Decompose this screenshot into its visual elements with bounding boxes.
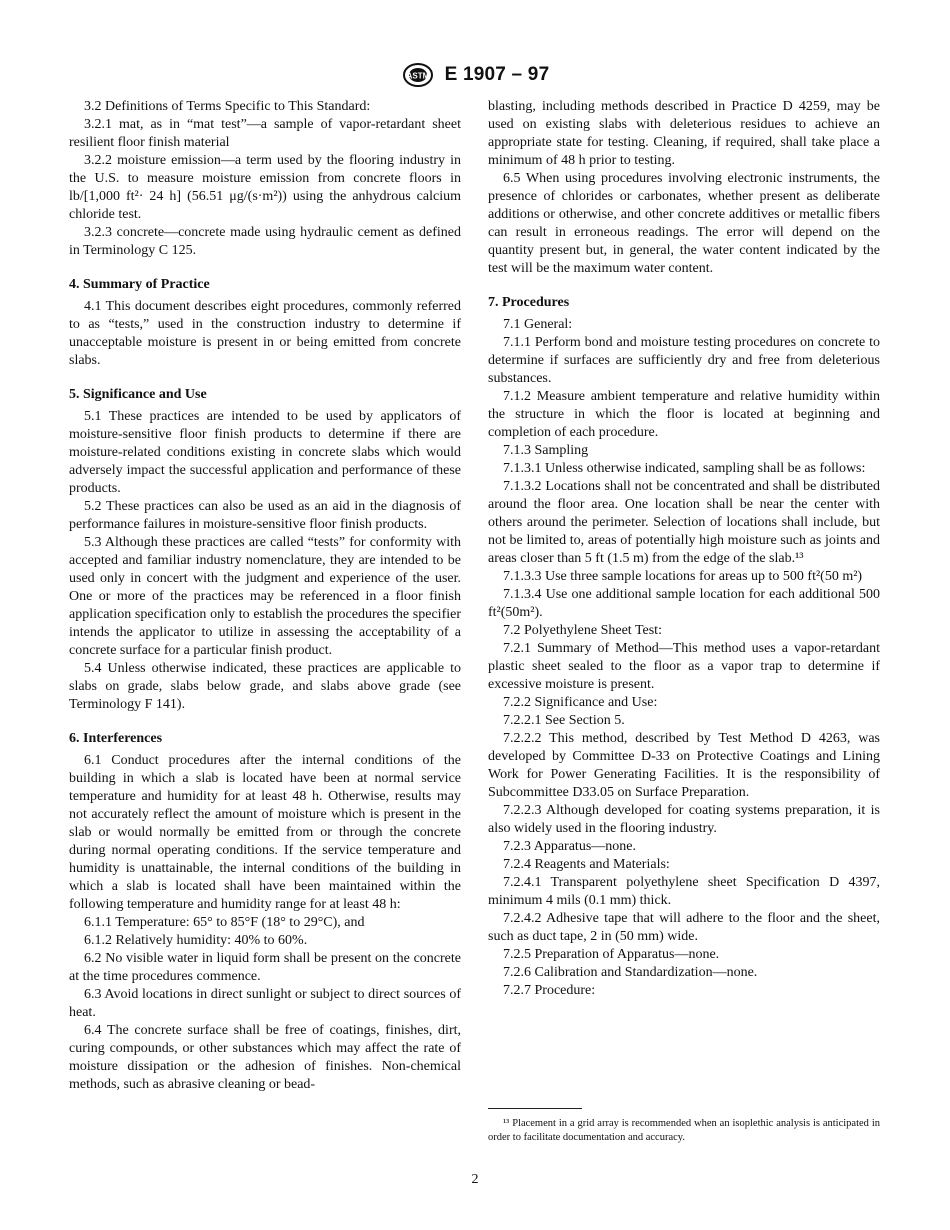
section-7-2-4: 7.2.4 Reagents and Materials:: [503, 857, 670, 872]
section-7-2-7: 7.2.7 Procedure:: [503, 983, 596, 998]
section-6-1-1: 6.1.1 Temperature: 65° to 85°F (18° to 29°C), and: [84, 915, 365, 930]
section-6-4-continued: blasting, including methods described in Practice D 4259, may be used on existing slabs with deleterious residues to achieve an appropriate state for testing. Cleaning, if required, shall take place a minimum of 48 h prior to testing.: [488, 99, 880, 168]
section-7-2: 7.2 Polyethylene Sheet Test:: [503, 623, 662, 638]
section-7-2-5: 7.2.5 Preparation of Apparatus—none.: [503, 947, 720, 962]
page-number: 2: [471, 1172, 479, 1187]
section-5-3: 5.3 Although these practices are called “tests” for conformity with accepted and familiar industry nomenclature, they are intended to be used only in concert with the judgment and experience of the user. One or more of the practices may be referenced in a floor finish application specification only to establish the procedures the specifier intends the applicator to utilize in assessing the acceptability of a concrete surface for a particular finish product.: [69, 535, 461, 658]
section-7-2-6: 7.2.6 Calibration and Standardization—none.: [503, 965, 758, 980]
section-7-2-4-1: 7.2.4.1 Transparent polyethylene sheet Specification D 4397, minimum 4 mils (0.1 mm) thick.: [488, 875, 880, 908]
section-7-1-3-1: 7.1.3.1 Unless otherwise indicated, sampling shall be as follows:: [503, 461, 866, 476]
section-7-2-4-2: 7.2.4.2 Adhesive tape that will adhere to the floor and the sheet, such as duct tape, 2 in (50 mm) wide.: [488, 911, 880, 944]
section-7-1-3: 7.1.3 Sampling: [503, 443, 589, 458]
section-7-1-2: 7.1.2 Measure ambient temperature and relative humidity within the structure in which the floor is located at beginning and completion of each procedure.: [488, 389, 880, 440]
astm-logo-icon: [401, 62, 435, 88]
section-7-2-2-2: 7.2.2.2 This method, described by Test Method D 4263, was developed by Committee D-33 on Protective Coatings and Lining Work for Power Generating Facilities. It is the responsibility of Subcommittee D33.05 on Surface Preparation.: [488, 731, 880, 800]
section-7-1-3-3: 7.1.3.3 Use three sample locations for areas up to 500 ft²(50 m²): [503, 569, 863, 584]
section-3-2: 3.2 Definitions of Terms Specific to This Standard:: [84, 99, 371, 114]
section-3-2-2: 3.2.2 moisture emission—a term used by the flooring industry in the U.S. to measure moisture emission from concrete floors in lb/[1,000 ft²· 24 h] (56.51 μg/(s·m²)) using the anhydrous calcium chloride test.: [69, 153, 461, 222]
footnote-area: [488, 1108, 880, 1145]
section-3-2-3: 3.2.3 concrete—concrete made using hydraulic cement as defined in Terminology C 125.: [69, 225, 461, 258]
section-6-1-2: 6.1.2 Relatively humidity: 40% to 60%.: [84, 933, 308, 948]
section-7-1-3-4: 7.1.3.4 Use one additional sample location for each additional 500 ft²(50m²).: [488, 587, 880, 620]
heading-interferences: 6. Interferences: [69, 731, 163, 746]
section-6-1: 6.1 Conduct procedures after the internal conditions of the building in which a slab is located have been at normal service temperature and humidity for at least 48 h. Otherwise, results may not accurately reflect the amount of moisture which is present in the slab or would normally be emitted from or through the concrete during normal operating conditions. If the service temperature and humidity is unattainable, the internal conditions of the building in which a slab is located shall have been maintained within the following temperature and humidity range for at least 48 h:: [69, 753, 461, 912]
right-column: [488, 98, 880, 1000]
section-6-5: 6.5 When using procedures involving electronic instruments, the presence of chlorides or carbonates, whether present as deliberate additions or otherwise, and other concrete additives or metallic fibers can result in erroneous readings. The error will depend on the quantity present but, in general, the water content indicated by the test will be the maximum water content.: [488, 171, 880, 276]
section-7-1-1: 7.1.1 Perform bond and moisture testing procedures on concrete to determine if surfaces are sufficiently dry and free from deleterious substances.: [488, 335, 880, 386]
section-7-2-3: 7.2.3 Apparatus—none.: [503, 839, 636, 854]
section-6-2: 6.2 No visible water in liquid form shall be present on the concrete at the time procedures commence.: [69, 951, 461, 984]
section-5-4: 5.4 Unless otherwise indicated, these practices are applicable to slabs on grade, slabs below grade, and slabs above grade (see Terminology F 141).: [69, 661, 461, 712]
footnote-13: ¹³ Placement in a grid array is recommended when an isoplethic analysis is anticipated in order to facilitate documentation and accuracy.: [488, 1118, 880, 1143]
section-7-1-3-2: 7.1.3.2 Locations shall not be concentrated and shall be distributed around the floor area. One location shall be near the center with others around the perimeter. Selection of locations shall include, but not be limited to, areas of potentially high moisture such as joints and areas closer than 5 ft (1.5 m) from the edge of the slab.¹³: [488, 479, 880, 566]
standard-designation: E 1907 – 97: [444, 64, 550, 85]
section-7-2-1: 7.2.1 Summary of Method—This method uses a vapor-retardant plastic sheet sealed to the floor as a vapor trap to determine if excessive moisture is present.: [488, 641, 880, 692]
page-header: [0, 62, 950, 92]
footnote-rule: [488, 1108, 582, 1109]
heading-procedures: 7. Procedures: [488, 295, 570, 310]
heading-summary-of-practice: 4. Summary of Practice: [69, 277, 210, 292]
section-6-3: 6.3 Avoid locations in direct sunlight or subject to direct sources of heat.: [69, 987, 461, 1020]
section-4-1: 4.1 This document describes eight procedures, commonly referred to as “tests,” used in the construction industry to determine if unacceptable moisture is present in or being emitted from concrete slabs.: [69, 299, 461, 368]
left-column: [69, 98, 461, 1094]
svg-text:ASTM: ASTM: [406, 71, 429, 81]
section-7-2-2-1: 7.2.2.1 See Section 5.: [503, 713, 625, 728]
section-5-2: 5.2 These practices can also be used as an aid in the diagnosis of performance failures in moisture-sensitive floor finish products.: [69, 499, 461, 532]
section-7-1: 7.1 General:: [503, 317, 573, 332]
section-7-2-2-3: 7.2.2.3 Although developed for coating systems preparation, it is also widely used in the flooring industry.: [488, 803, 880, 836]
section-3-2-1: 3.2.1 mat, as in “mat test”—a sample of vapor-retardant sheet resilient floor finish material: [69, 117, 461, 150]
heading-significance-and-use: 5. Significance and Use: [69, 387, 207, 402]
section-7-2-2: 7.2.2 Significance and Use:: [503, 695, 658, 710]
section-5-1: 5.1 These practices are intended to be used by applicators of moisture-sensitive floor finish products to determine if there are moisture-related conditions existing in concrete slabs which would adversely impact the successful application and performance of these products.: [69, 409, 461, 496]
section-6-4: 6.4 The concrete surface shall be free of coatings, finishes, dirt, curing compounds, or other substances which may affect the rate of moisture dissipation or the adhesion of finishes. Non-chemical methods, such as abrasive cleaning or bead-: [69, 1023, 461, 1092]
